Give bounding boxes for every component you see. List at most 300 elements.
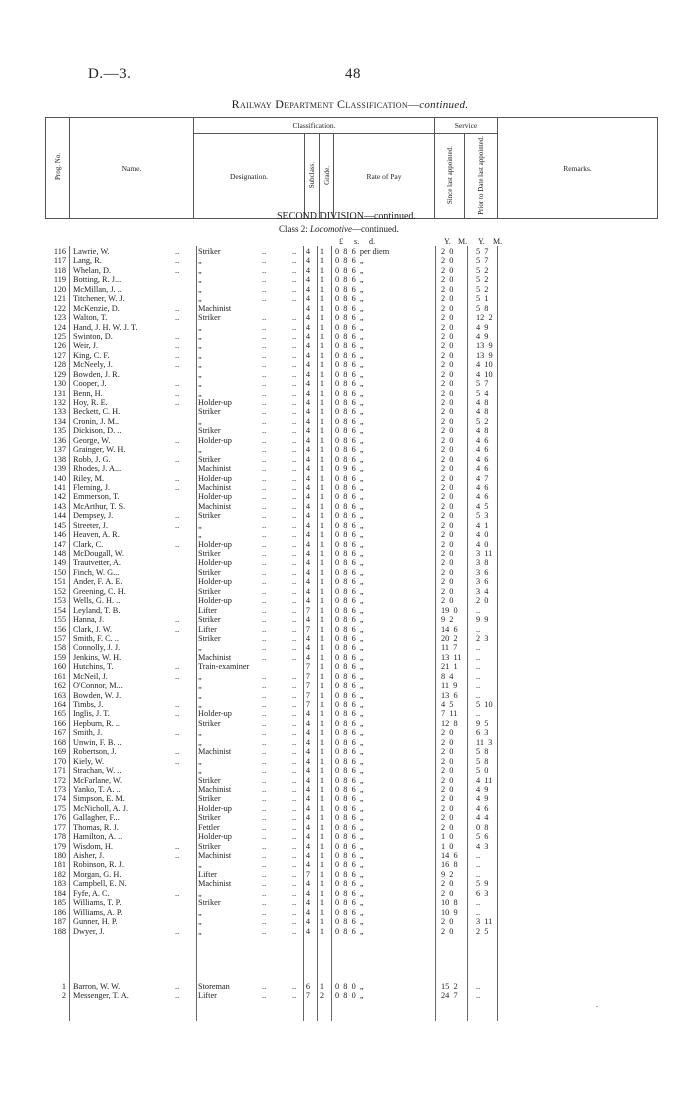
rate-of-pay: 0 8 6 „	[335, 549, 364, 558]
rate-of-pay: 0 8 6 „	[335, 530, 364, 540]
designation: Striker	[198, 313, 221, 323]
rate-of-pay: 0 8 6 „	[335, 756, 364, 766]
service-prior: ..	[476, 662, 481, 672]
grade: 1	[319, 926, 325, 936]
leader-dots: ..	[262, 350, 267, 360]
designation: „	[198, 907, 203, 917]
subclass: 4	[305, 737, 311, 747]
grade: 1	[319, 435, 325, 445]
staff-name: Simpson, E. M.	[73, 794, 125, 804]
leader-dots: ..	[262, 360, 267, 370]
prog-number: 174	[53, 794, 66, 804]
staff-name: Cronin, J. M..	[73, 416, 120, 426]
prog-number: 1	[61, 982, 66, 991]
table-row	[45, 813, 657, 822]
service-since-last: 2 0	[441, 784, 454, 794]
service-since-last: 2 0	[441, 530, 454, 540]
prog-number: 118	[53, 265, 66, 275]
header-rate-of-pay: Rate of Pay	[334, 134, 435, 219]
designation: Striker	[198, 454, 221, 464]
leader-dots: ..	[262, 294, 267, 304]
leader-dots: ..	[262, 643, 267, 653]
grade: 1	[319, 624, 325, 634]
prog-number: 176	[53, 813, 66, 823]
service-prior: ..	[476, 851, 481, 860]
leader-dots: ..	[175, 756, 180, 766]
designation: Lifter	[198, 605, 217, 615]
staff-name: Whelan, D.	[73, 265, 112, 275]
leader-dots: ..	[292, 982, 297, 991]
table-row	[45, 568, 657, 577]
table-row	[45, 417, 657, 426]
prog-number: 139	[53, 464, 66, 474]
leader-dots: ..	[262, 539, 267, 549]
table-row	[45, 662, 657, 671]
service-prior: 3 11	[476, 917, 493, 927]
table-row	[45, 719, 657, 728]
subclass: 4	[305, 294, 311, 304]
rate-of-pay: 0 8 6 „	[335, 501, 364, 511]
staff-name: Walton, T.	[73, 313, 108, 323]
prog-number: 170	[53, 756, 66, 766]
designation: Striker	[198, 813, 221, 823]
leader-dots: ..	[262, 596, 267, 606]
leader-dots: ..	[292, 511, 297, 521]
subclass: 4	[305, 426, 311, 436]
grade: 1	[319, 247, 325, 256]
rate-of-pay: 0 8 6 „	[335, 360, 364, 370]
rate-of-pay: 0 8 6 „	[335, 369, 364, 379]
leader-dots: ..	[262, 473, 267, 483]
leader-dots: ..	[292, 388, 297, 398]
grade: 1	[319, 690, 325, 700]
rate-of-pay: 0 8 6 „	[335, 256, 364, 266]
subclass: 4	[305, 803, 311, 813]
designation: „	[198, 275, 203, 285]
leader-dots: ..	[262, 435, 267, 445]
grade: 1	[319, 605, 325, 615]
service-prior: 5 8	[476, 747, 489, 757]
table-row	[45, 540, 657, 549]
rate-of-pay: 0 8 6 „	[335, 643, 364, 653]
grade: 1	[319, 445, 325, 455]
grade: 1	[319, 879, 325, 889]
service-prior: 5 0	[476, 766, 489, 776]
table-row	[45, 776, 657, 785]
table-row	[45, 898, 657, 907]
prog-number: 132	[53, 398, 66, 407]
leader-dots: ..	[262, 549, 267, 558]
prog-number: 157	[53, 633, 66, 643]
table-row	[45, 332, 657, 341]
table-row	[45, 341, 657, 350]
designation: Lifter	[198, 624, 217, 634]
rate-of-pay: 0 8 6 „	[335, 917, 364, 927]
table-row	[45, 879, 657, 888]
rate-of-pay: 0 8 6 „	[335, 398, 364, 407]
service-since-last: 2 0	[441, 520, 454, 530]
prog-number: 164	[53, 700, 66, 709]
table-row	[45, 917, 657, 926]
grade: 1	[319, 766, 325, 776]
service-since-last: 2 0	[441, 747, 454, 757]
grade: 1	[319, 822, 325, 832]
table-row	[45, 558, 657, 567]
leader-dots: ..	[292, 256, 297, 266]
leader-dots: ..	[175, 482, 180, 492]
rate-of-pay: 0 8 6 „	[335, 737, 364, 747]
service-prior: 4 10	[476, 360, 493, 370]
subclass: 4	[305, 331, 311, 341]
leader-dots: ..	[292, 907, 297, 917]
rate-of-pay: 0 8 6 „	[335, 898, 364, 908]
page-number: 48	[345, 66, 361, 82]
service-since-last: 9 2	[441, 615, 454, 625]
subclass: 4	[305, 398, 311, 407]
staff-name: Lang, R.	[73, 256, 102, 266]
prog-number: 177	[53, 822, 66, 832]
header-subclass: Subclass.	[305, 134, 320, 219]
subclass: 4	[305, 813, 311, 823]
leader-dots: ..	[262, 615, 267, 625]
service-prior: 3 11	[476, 549, 493, 558]
subclass: 7	[305, 605, 311, 615]
designation: „	[198, 416, 203, 426]
leader-dots: ..	[175, 709, 180, 719]
unit-pence: d.	[369, 237, 375, 246]
subclass: 4	[305, 747, 311, 757]
service-prior: ..	[476, 860, 481, 870]
prog-number: 120	[53, 284, 66, 294]
leader-dots: ..	[292, 558, 297, 568]
staff-name: Beckett, C. H.	[73, 407, 121, 417]
designation: Striker	[198, 794, 221, 804]
staff-name: King, C. F.	[73, 350, 110, 360]
designation: Striker	[198, 511, 221, 521]
staff-name: Gallagher, F...	[73, 813, 120, 823]
prog-number: 147	[53, 539, 66, 549]
table-row	[45, 492, 657, 501]
grade: 1	[319, 775, 325, 785]
service-since-last: 11 7	[441, 643, 458, 653]
leader-dots: ..	[292, 407, 297, 417]
subclass: 4	[305, 464, 311, 474]
subclass: 4	[305, 784, 311, 794]
table-row	[45, 256, 657, 265]
prog-number: 188	[53, 926, 66, 936]
table-row	[45, 587, 657, 596]
service-prior: 11 3	[476, 737, 493, 747]
table-row	[45, 379, 657, 388]
leader-dots: ..	[292, 700, 297, 709]
rate-of-pay: 0 8 6 „	[335, 718, 364, 728]
header-service: Service	[435, 118, 498, 134]
staff-name: Aisher, J.	[73, 851, 105, 860]
prog-number: 159	[53, 652, 66, 662]
subclass: 4	[305, 898, 311, 908]
leader-dots: ..	[175, 539, 180, 549]
leader-dots: ..	[175, 360, 180, 370]
leader-dots: ..	[175, 350, 180, 360]
rate-of-pay: 0 8 6 „	[335, 624, 364, 634]
designation: Striker	[198, 615, 221, 625]
table-row	[45, 794, 657, 803]
service-prior: ..	[476, 690, 481, 700]
leader-dots: ..	[175, 851, 180, 860]
rate-of-pay: 0 8 6 „	[335, 860, 364, 870]
rate-of-pay: 0 8 6 „	[335, 766, 364, 776]
leader-dots: ..	[292, 991, 297, 1001]
table-row	[45, 860, 657, 869]
leader-dots: ..	[175, 624, 180, 634]
designation: „	[198, 756, 203, 766]
subclass: 4	[305, 303, 311, 313]
leader-dots: ..	[175, 313, 180, 323]
service-since-last: 15 2	[441, 982, 458, 991]
service-since-last: 19 0	[441, 605, 458, 615]
prog-number: 138	[53, 454, 66, 464]
leader-dots: ..	[175, 671, 180, 681]
subclass: 4	[305, 539, 311, 549]
column-header-table	[45, 117, 658, 219]
service-prior: 5 8	[476, 756, 489, 766]
grade: 1	[319, 747, 325, 757]
designation: „	[198, 860, 203, 870]
staff-name: Grainger, W. H.	[73, 445, 126, 455]
subclass: 7	[305, 662, 311, 672]
rate-of-pay: 0 8 6 „	[335, 832, 364, 842]
service-since-last: 2 0	[441, 596, 454, 606]
rate-of-pay: 0 9 6 „	[335, 464, 364, 474]
table-row	[45, 323, 657, 332]
service-prior: 9 9	[476, 615, 489, 625]
grade: 1	[319, 530, 325, 540]
service-since-last: 2 0	[441, 586, 454, 596]
subclass: 4	[305, 360, 311, 370]
staff-name: Connolly, J. J.	[73, 643, 121, 653]
prog-number: 130	[53, 379, 66, 389]
service-prior: 4 8	[476, 398, 489, 407]
service-prior: 3 6	[476, 577, 489, 587]
leader-dots: ..	[262, 718, 267, 728]
rate-of-pay: 0 8 6 „	[335, 539, 364, 549]
rate-of-pay: 0 8 6 „	[335, 652, 364, 662]
leader-dots: ..	[292, 832, 297, 842]
rate-of-pay: 0 8 6 „	[335, 303, 364, 313]
leader-dots: ..	[292, 322, 297, 332]
header-designation: Designation.	[194, 134, 305, 219]
leader-dots: ..	[262, 331, 267, 341]
leader-dots: ..	[262, 567, 267, 577]
designation: Machinist	[198, 464, 232, 474]
designation: Holder-up	[198, 832, 232, 842]
rate-of-pay: 0 8 6 „	[335, 879, 364, 889]
staff-name: Williams, T. P.	[73, 898, 122, 908]
prog-number: 158	[53, 643, 66, 653]
leader-dots: ..	[175, 473, 180, 483]
service-since-last: 9 2	[441, 869, 454, 879]
service-prior: 3 4	[476, 586, 489, 596]
table-row	[45, 681, 657, 690]
subclass: 4	[305, 520, 311, 530]
staff-name: Dickison, D. ..	[73, 426, 122, 436]
staff-name: Rhodes, J. A...	[73, 464, 122, 474]
staff-name: McNeil, J.	[73, 671, 108, 681]
service-prior: ..	[476, 681, 481, 691]
grade: 1	[319, 577, 325, 587]
table-row	[45, 747, 657, 756]
table-row	[45, 275, 657, 284]
subclass: 4	[305, 860, 311, 870]
rate-of-pay: 0 8 6 „	[335, 520, 364, 530]
rate-of-pay: 0 8 6 „	[335, 426, 364, 436]
service-prior: ..	[476, 643, 481, 653]
unit-months-since: M.	[458, 237, 468, 246]
service-prior: 13 9	[476, 350, 493, 360]
prog-number: 140	[53, 473, 66, 483]
leader-dots: ..	[175, 454, 180, 464]
rate-of-pay: 0 8 6 „	[335, 407, 364, 417]
prog-number: 187	[53, 917, 66, 927]
service-since-last: 2 0	[441, 454, 454, 464]
service-prior: 5 2	[476, 265, 489, 275]
service-prior: 4 5	[476, 501, 489, 511]
service-prior: 9 5	[476, 718, 489, 728]
subclass: 4	[305, 445, 311, 455]
table-row	[45, 426, 657, 435]
leader-dots: ..	[262, 832, 267, 842]
staff-name: Hoy, R. E.	[73, 398, 108, 407]
leader-dots: ..	[175, 341, 180, 351]
staff-name: Hand, J. H. W. J. T.	[73, 322, 138, 332]
header-since-last: Since last appointed.	[435, 134, 465, 219]
prog-number: 146	[53, 530, 66, 540]
designation: Train-examiner	[198, 662, 250, 672]
service-prior: 4 7	[476, 473, 489, 483]
prog-number: 126	[53, 341, 66, 351]
prog-number: 137	[53, 445, 66, 455]
service-since-last: 4 5	[441, 700, 454, 709]
designation: „	[198, 284, 203, 294]
leader-dots: ..	[262, 756, 267, 766]
prog-number: 144	[53, 511, 66, 521]
grade: 1	[319, 501, 325, 511]
service-since-last: 2 0	[441, 379, 454, 389]
service-prior: 4 10	[476, 369, 493, 379]
subclass: 7	[305, 991, 311, 1001]
leader-dots: ..	[292, 284, 297, 294]
service-prior: 5 7	[476, 247, 489, 256]
subclass: 4	[305, 907, 311, 917]
staff-name: Lawrie, W.	[73, 247, 110, 256]
service-since-last: 2 0	[441, 407, 454, 417]
table-row	[45, 304, 657, 313]
prog-number: 127	[53, 350, 66, 360]
designation: „	[198, 322, 203, 332]
rate-of-pay: 0 8 6 „	[335, 681, 364, 691]
table-row	[45, 389, 657, 398]
grade: 1	[319, 737, 325, 747]
leader-dots: ..	[292, 341, 297, 351]
leader-dots: ..	[262, 982, 267, 991]
subclass: 4	[305, 567, 311, 577]
table-row	[45, 313, 657, 322]
table-row	[45, 982, 657, 991]
staff-name: Dwyer, J.	[73, 926, 105, 936]
leader-dots: ..	[175, 841, 180, 851]
staff-name: Heaven, A. R.	[73, 530, 120, 540]
subclass: 4	[305, 643, 311, 653]
subclass: 4	[305, 851, 311, 860]
staff-name: Clark, J. W.	[73, 624, 112, 634]
prog-number: 182	[53, 869, 66, 879]
grade: 1	[319, 671, 325, 681]
subclass: 7	[305, 624, 311, 634]
staff-name: Clark, C.	[73, 539, 104, 549]
grade: 1	[319, 652, 325, 662]
leader-dots: ..	[292, 549, 297, 558]
grade: 1	[319, 718, 325, 728]
subclass: 4	[305, 247, 311, 256]
rate-of-pay: 0 8 6 „	[335, 700, 364, 709]
staff-name: George, W.	[73, 435, 111, 445]
grade: 1	[319, 388, 325, 398]
service-prior: 5 2	[476, 275, 489, 285]
staff-name: Strachan, W. ..	[73, 766, 122, 776]
subclass: 4	[305, 341, 311, 351]
staff-name: Bowden, W. J.	[73, 690, 122, 700]
table-row	[45, 455, 657, 464]
rate-of-pay: 0 8 6 „	[335, 851, 364, 860]
prog-number: 169	[53, 747, 66, 757]
staff-name: McKenzie, D.	[73, 303, 120, 313]
designation: Striker	[198, 775, 221, 785]
staff-name: Emmerson, T.	[73, 492, 120, 502]
staff-name: Fyfe, A. C.	[73, 888, 110, 898]
leader-dots: ..	[262, 275, 267, 285]
leader-dots: ..	[262, 464, 267, 474]
service-since-last: 2 0	[441, 313, 454, 323]
staff-name: Dempsey, J.	[73, 511, 114, 521]
designation: „	[198, 331, 203, 341]
designation: „	[198, 671, 203, 681]
leader-dots: ..	[292, 803, 297, 813]
leader-dots: ..	[292, 794, 297, 804]
prog-number: 175	[53, 803, 66, 813]
service-since-last: 1 0	[441, 841, 454, 851]
service-since-last: 21 1	[441, 662, 458, 672]
staff-name: Barron, W. W.	[73, 982, 121, 991]
leader-dots: ..	[292, 718, 297, 728]
service-since-last: 2 0	[441, 822, 454, 832]
staff-name: Benn, H.	[73, 388, 103, 398]
grade: 1	[319, 464, 325, 474]
leader-dots: ..	[262, 926, 267, 936]
leader-dots: ..	[262, 747, 267, 757]
subclass: 4	[305, 369, 311, 379]
rate-of-pay: 0 8 6 „	[335, 379, 364, 389]
staff-name: Riley, M.	[73, 473, 105, 483]
leader-dots: ..	[262, 851, 267, 860]
service-prior: 5 1	[476, 294, 489, 304]
prog-number: 143	[53, 501, 66, 511]
subclass: 4	[305, 313, 311, 323]
service-since-last: 2 0	[441, 549, 454, 558]
service-since-last: 2 0	[441, 766, 454, 776]
staff-name: Inglis, J. T.	[73, 709, 110, 719]
staff-name: Thomas, R. J.	[73, 822, 119, 832]
header-grade: Grade.	[320, 134, 334, 219]
